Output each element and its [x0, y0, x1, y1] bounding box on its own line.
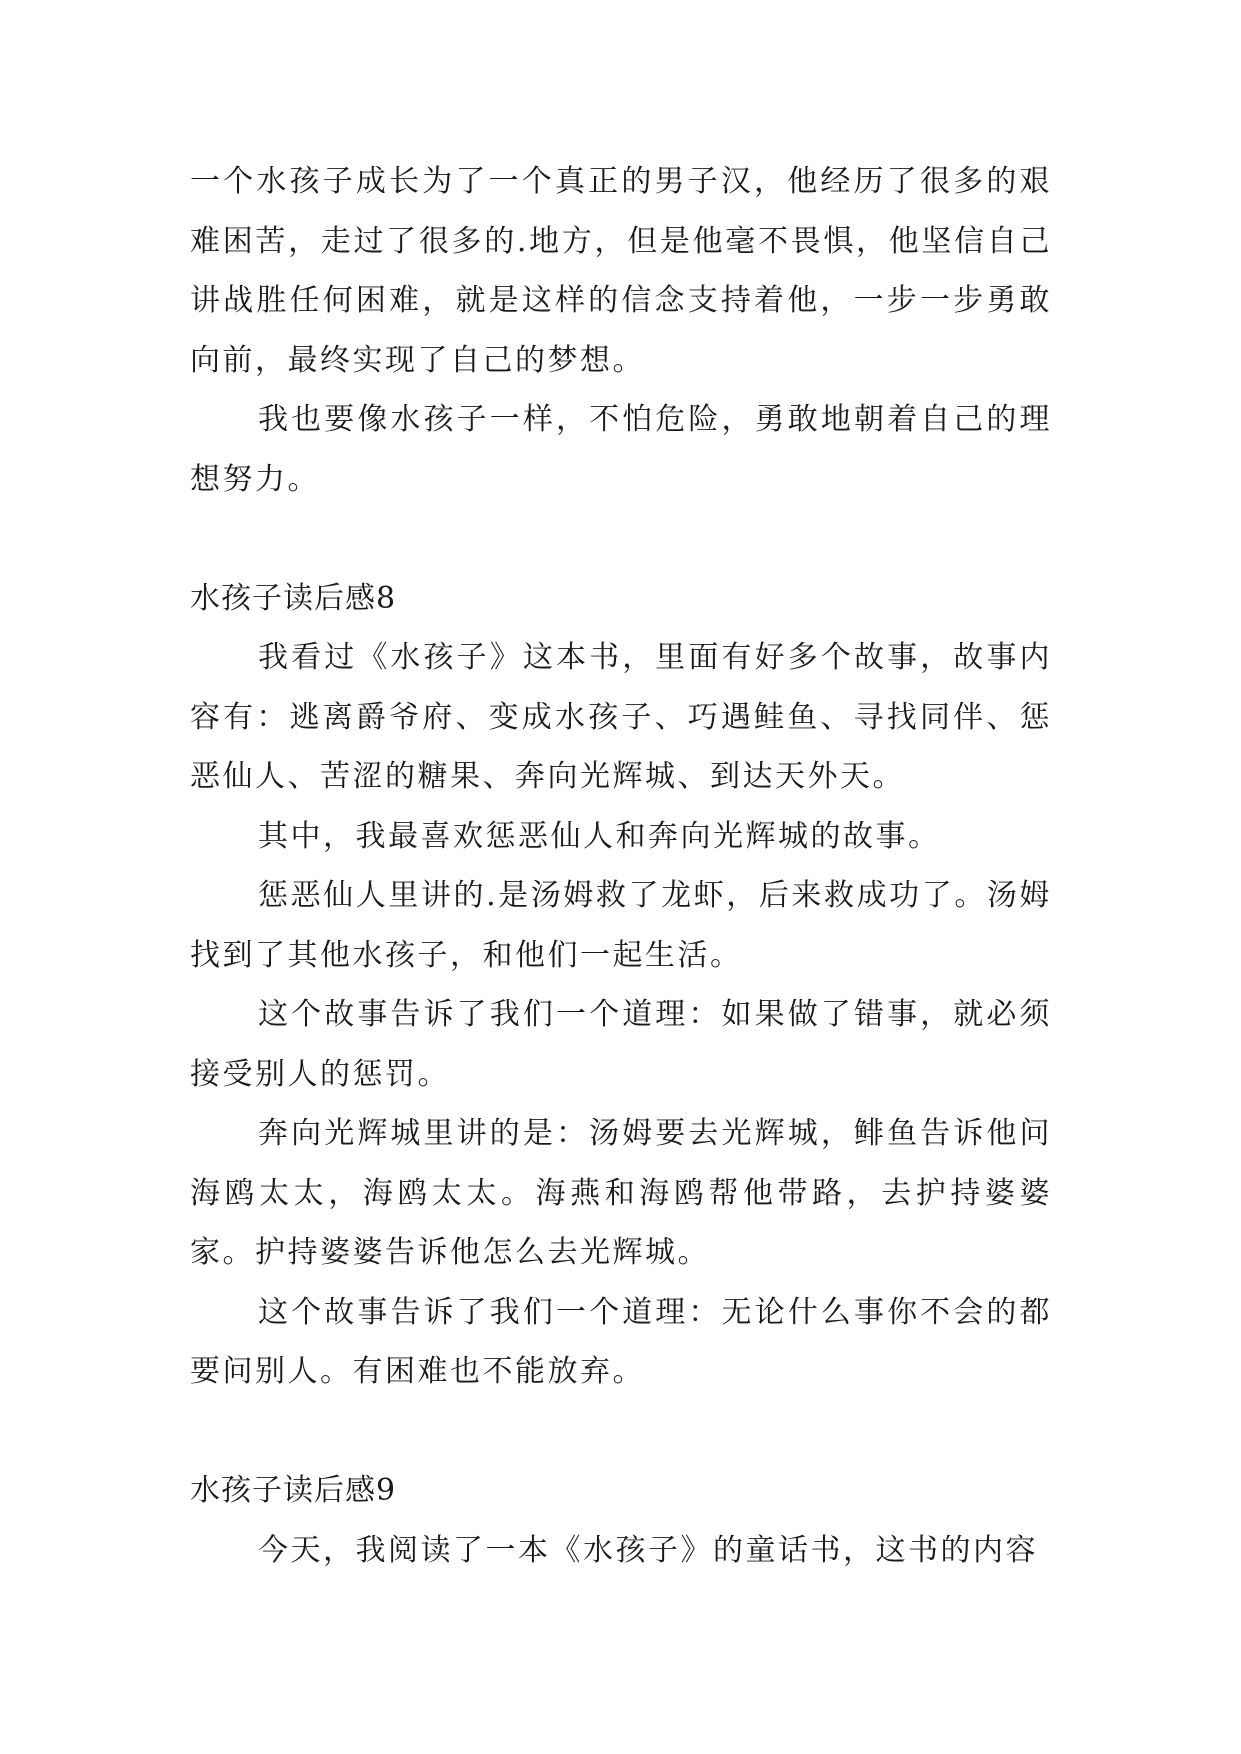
- document-page: [190, 152, 1052, 1580]
- body-paragraph: 今天，我阅读了一本《水孩子》的童话书，这书的内容: [258, 1532, 1038, 1568]
- section-heading: 水孩子读后感9: [190, 1473, 397, 1508]
- body-paragraph: 奔向光辉城里讲的是：汤姆要去光辉城，鲱鱼告诉他问海鸥太太，海鸥太太。海燕和海鸥帮他带路，去护持婆婆家。护持婆婆告诉他怎么去光辉城。: [190, 1116, 1052, 1270]
- body-paragraph: 一个水孩子成长为了一个真正的男子汉，他经历了很多的艰难困苦，走过了很多的.地方，但是他毫不畏惧，他坚信自己讲战胜任何困难，就是这样的信念支持着他，一步一步勇敢向前，最终实现了自己的梦想。: [190, 164, 1052, 378]
- body-paragraph: 我也要像水孩子一样，不怕危险，勇敢地朝着自己的理想努力。: [190, 402, 1052, 497]
- body-paragraph: 我看过《水孩子》这本书，里面有好多个故事，故事内容有：逃离爵爷府、变成水孩子、巧遇鲑鱼、寻找同伴、惩恶仙人、苦涩的糖果、奔向光辉城、到达天外天。: [190, 640, 1052, 794]
- body-paragraph: 这个故事告诉了我们一个道理：无论什么事你不会的都要问别人。有困难也不能放弃。: [190, 1294, 1052, 1389]
- section-gap: [190, 509, 1052, 569]
- body-paragraph: 惩恶仙人里讲的.是汤姆救了龙虾，后来救成功了。汤姆找到了其他水孩子，和他们一起生活。: [190, 878, 1052, 973]
- section-heading: 水孩子读后感8: [190, 580, 397, 616]
- section-gap: [190, 1402, 1052, 1462]
- body-paragraph: 其中，我最喜欢惩恶仙人和奔向光辉城的故事。: [258, 818, 941, 854]
- body-paragraph: 这个故事告诉了我们一个道理：如果做了错事，就必须接受别人的惩罚。: [190, 997, 1052, 1092]
